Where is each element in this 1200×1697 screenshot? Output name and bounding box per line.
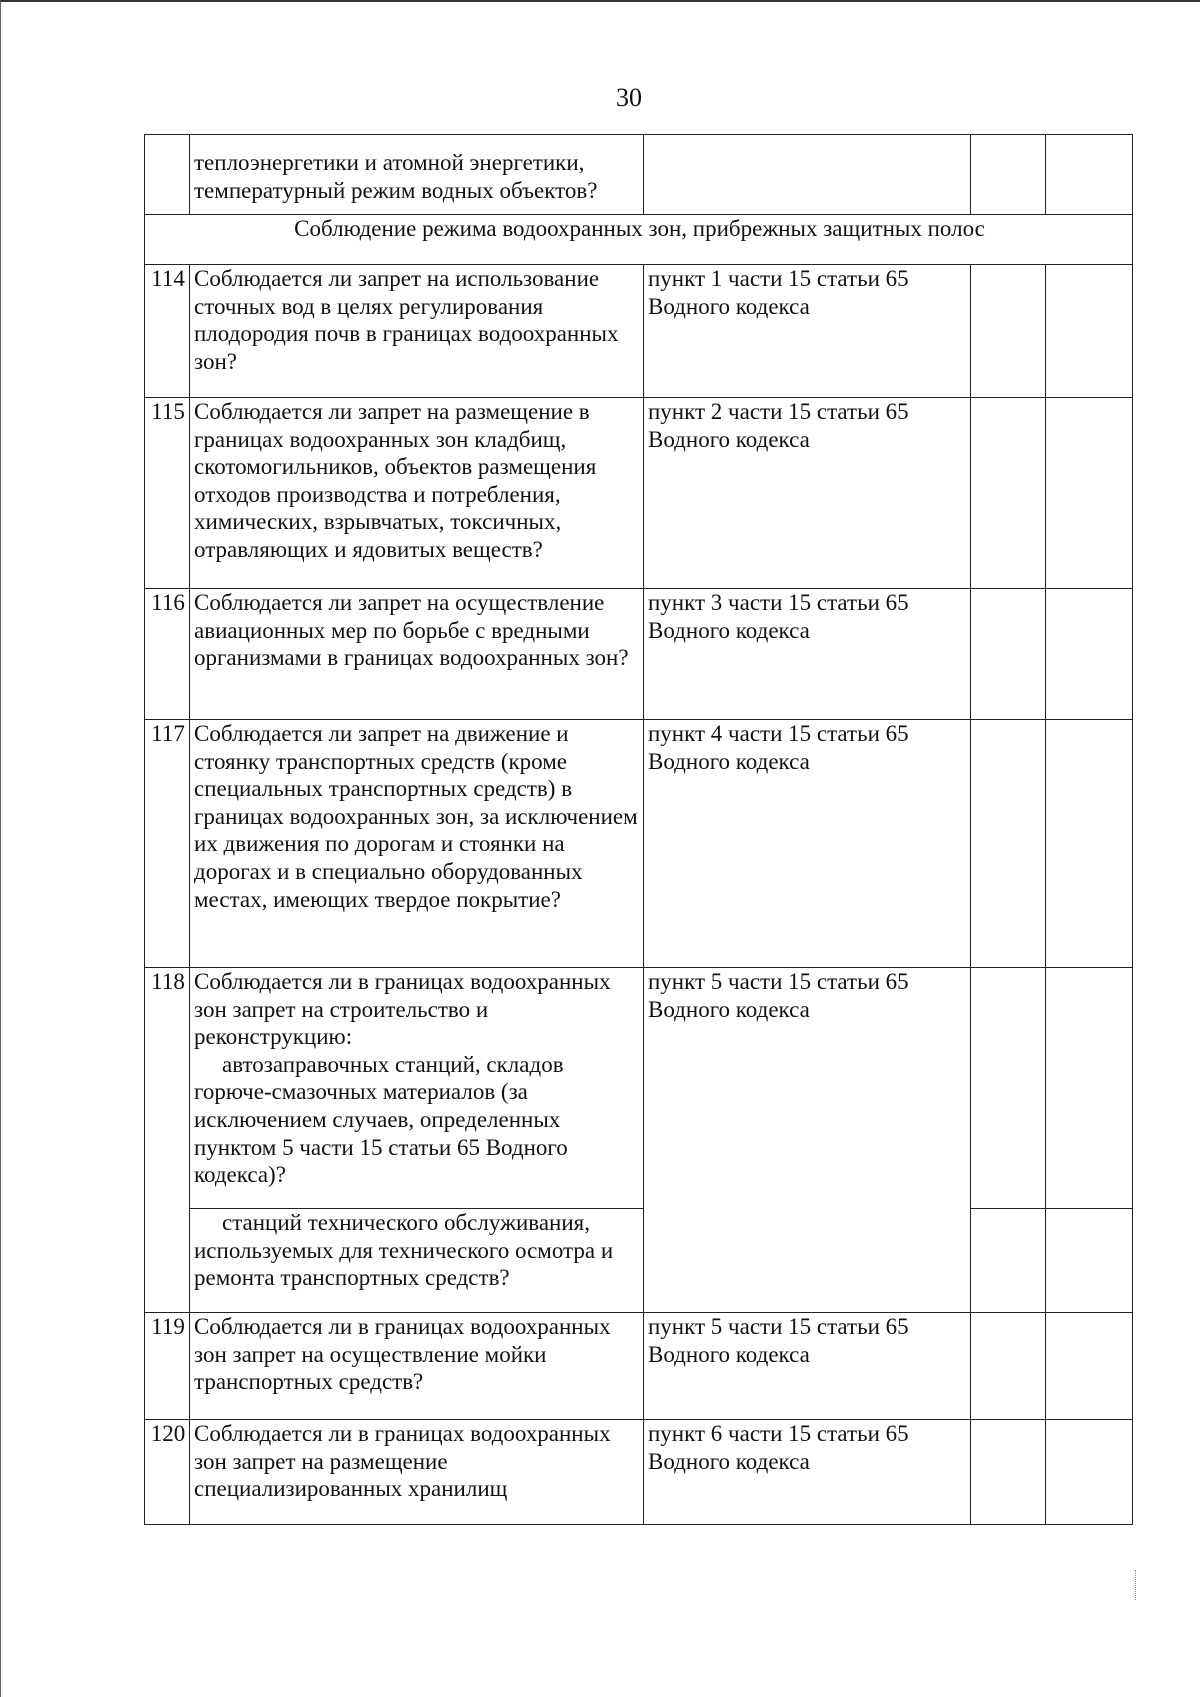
question-cell — [190, 968, 644, 1209]
table-row — [145, 589, 1133, 720]
answer-cell-no[interactable] — [1046, 265, 1133, 398]
section-row — [145, 215, 1133, 265]
question-cell: Соблюдается ли запрет на осуществление авиационных мер по борьбе с вредными организмами в границах водоохранных зон? — [190, 589, 644, 720]
reference-cell: пункт 1 части 15 статьи 65 Водного кодекса — [644, 265, 971, 398]
question-cell: Соблюдается ли в границах водоохранных зон запрет на осуществление мойки транспортных средств? — [190, 1313, 644, 1420]
question-intro: Соблюдается ли в границах водоохранных зон запрет на строительство и реконструкцию: — [194, 969, 611, 1050]
question-cell: теплоэнергетики и атомной энергетики, температурный режим водных объектов? — [190, 135, 644, 215]
answer-cell-no[interactable] — [1046, 1420, 1133, 1525]
reference-cell: пункт 5 части 15 статьи 65 Водного кодекса — [644, 1313, 971, 1420]
answer-cell-yes[interactable] — [971, 135, 1046, 215]
row-number: 118 — [145, 968, 190, 1313]
row-number: 117 — [145, 720, 190, 968]
question-subitem: автозаправочных станций, складов горюче-смазочных материалов (за исключением случаев, определенных пунктом 5 части 15 статьи 65 Водного кодекса)? — [194, 1051, 568, 1188]
row-number: 114 — [145, 265, 190, 398]
table-row — [145, 135, 1133, 215]
answer-cell-no[interactable] — [1046, 720, 1133, 968]
reference-cell: пункт 5 части 15 статьи 65 Водного кодекса — [644, 968, 971, 1313]
question-subitem: станций технического обслуживания, используемых для технического осмотра и ремонта транспортных средств? — [194, 1210, 614, 1291]
answer-cell-yes[interactable] — [971, 720, 1046, 968]
reference-cell — [644, 135, 971, 215]
answer-cell-no[interactable] — [1046, 135, 1133, 215]
answer-cell-no[interactable] — [1046, 968, 1133, 1209]
answer-cell-no[interactable] — [1046, 398, 1133, 589]
table-row — [145, 1420, 1133, 1525]
scan-artifact — [1135, 1570, 1140, 1600]
answer-cell-yes[interactable] — [971, 398, 1046, 589]
answer-cell-yes[interactable] — [971, 1209, 1046, 1313]
reference-cell: пункт 4 части 15 статьи 65 Водного кодекса — [644, 720, 971, 968]
answer-cell-yes[interactable] — [971, 1313, 1046, 1420]
row-number: 119 — [145, 1313, 190, 1420]
row-number — [145, 135, 190, 215]
section-title: Соблюдение режима водоохранных зон, прибрежных защитных полос — [145, 215, 1133, 265]
table-row — [145, 720, 1133, 968]
answer-cell-no[interactable] — [1046, 589, 1133, 720]
row-number: 115 — [145, 398, 190, 589]
answer-cell-no[interactable] — [1046, 1313, 1133, 1420]
answer-cell-no[interactable] — [1046, 1209, 1133, 1313]
question-cell: Соблюдается ли запрет на использование сточных вод в целях регулирования плодородия почв в границах водоохранных зон? — [190, 265, 644, 398]
page-number: 30 — [616, 83, 642, 112]
checklist-table — [144, 134, 1133, 1525]
answer-cell-yes[interactable] — [971, 968, 1046, 1209]
row-number: 120 — [145, 1420, 190, 1525]
answer-cell-yes[interactable] — [971, 589, 1046, 720]
question-cell: Соблюдается ли в границах водоохранных зон запрет на размещение специализированных хранилищ — [190, 1420, 644, 1525]
reference-cell: пункт 2 части 15 статьи 65 Водного кодекса — [644, 398, 971, 589]
table-row — [145, 968, 1133, 1209]
table-row — [145, 265, 1133, 398]
table-row — [145, 398, 1133, 589]
answer-cell-yes[interactable] — [971, 265, 1046, 398]
table-row — [145, 1313, 1133, 1420]
answer-cell-yes[interactable] — [971, 1420, 1046, 1525]
question-cell: Соблюдается ли запрет на движение и стоянку транспортных средств (кроме специальных транспортных средств) в границах водоохранных зон, за исключением их движения по дорогам и стоянки на дорогах и в специально оборудованных местах, имеющих твердое покрытие? — [190, 720, 644, 968]
table-row — [145, 1209, 1133, 1313]
row-number: 116 — [145, 589, 190, 720]
question-cell: Соблюдается ли запрет на размещение в границах водоохранных зон кладбищ, скотомогильников, объектов размещения отходов производства и потребления, химических, взрывчатых, токсичных, отравляющих и ядовитых веществ? — [190, 398, 644, 589]
reference-cell: пункт 6 части 15 статьи 65 Водного кодекса — [644, 1420, 971, 1525]
question-cell — [190, 1209, 644, 1313]
reference-cell: пункт 3 части 15 статьи 65 Водного кодекса — [644, 589, 971, 720]
